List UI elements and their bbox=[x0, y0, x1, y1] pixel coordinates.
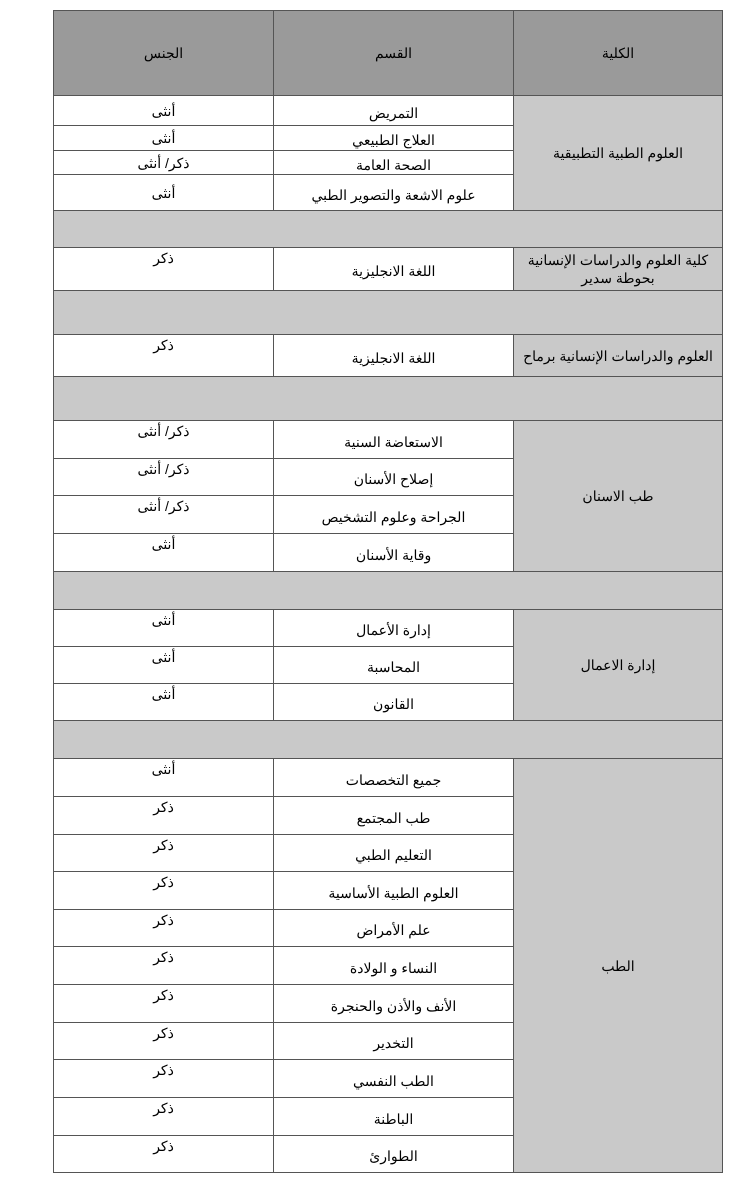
department-cell: التمريض bbox=[273, 95, 514, 126]
department-cell: علوم الاشعة والتصوير الطبي bbox=[273, 174, 514, 211]
separator-band bbox=[53, 210, 723, 248]
gender-cell: ذكر bbox=[53, 946, 274, 985]
gender-cell: أنثى bbox=[53, 646, 274, 684]
department-cell: إدارة الأعمال bbox=[273, 609, 514, 647]
separator-band bbox=[53, 571, 723, 610]
department-cell: علم الأمراض bbox=[273, 909, 514, 947]
department-cell: النساء و الولادة bbox=[273, 946, 514, 985]
gender-cell: ذكر bbox=[53, 247, 274, 291]
gender-cell: ذكر bbox=[53, 1059, 274, 1098]
department-cell: القانون bbox=[273, 683, 514, 721]
college-cell: العلوم الطبية التطبيقية bbox=[513, 95, 723, 211]
department-cell: اللغة الانجليزية bbox=[273, 247, 514, 291]
gender-cell: ذكر bbox=[53, 834, 274, 872]
gender-cell: ذكر bbox=[53, 909, 274, 947]
college-cell: العلوم والدراسات الإنسانية برماح bbox=[513, 334, 723, 377]
gender-cell: أنثى bbox=[53, 609, 274, 647]
separator-band bbox=[53, 720, 723, 759]
department-cell: الصحة العامة bbox=[273, 150, 514, 175]
department-cell: طب المجتمع bbox=[273, 796, 514, 835]
college-cell: طب الاسنان bbox=[513, 420, 723, 572]
separator-band bbox=[53, 290, 723, 335]
separator-band bbox=[53, 376, 723, 421]
college-cell: الطب bbox=[513, 758, 723, 1173]
header-department: القسم bbox=[273, 10, 514, 96]
gender-cell: ذكر bbox=[53, 1097, 274, 1136]
gender-cell: ذكر/ أنثى bbox=[53, 420, 274, 459]
department-cell: المحاسبة bbox=[273, 646, 514, 684]
department-cell: الطوارئ bbox=[273, 1135, 514, 1173]
department-cell: الأنف والأذن والحنجرة bbox=[273, 984, 514, 1023]
header-college: الكلية bbox=[513, 10, 723, 96]
gender-cell: أنثى bbox=[53, 95, 274, 126]
department-cell: جميع التخصصات bbox=[273, 758, 514, 797]
department-cell: اللغة الانجليزية bbox=[273, 334, 514, 377]
department-cell: التخدير bbox=[273, 1022, 514, 1060]
gender-cell: أنثى bbox=[53, 533, 274, 572]
gender-cell: أنثى bbox=[53, 683, 274, 721]
gender-cell: ذكر bbox=[53, 1022, 274, 1060]
gender-cell: ذكر bbox=[53, 871, 274, 910]
gender-cell: ذكر bbox=[53, 334, 274, 377]
gender-cell: ذكر bbox=[53, 796, 274, 835]
college-cell: كلية العلوم والدراسات الإنسانية بحوطة سدير bbox=[513, 247, 723, 291]
department-cell: العلاج الطبيعي bbox=[273, 125, 514, 151]
gender-cell: أنثى bbox=[53, 125, 274, 151]
department-cell: الاستعاضة السنية bbox=[273, 420, 514, 459]
gender-cell: ذكر bbox=[53, 984, 274, 1023]
gender-cell: ذكر/ أنثى bbox=[53, 150, 274, 175]
gender-cell: ذكر/ أنثى bbox=[53, 458, 274, 496]
department-cell: التعليم الطبي bbox=[273, 834, 514, 872]
department-cell: إصلاح الأسنان bbox=[273, 458, 514, 496]
header-gender: الجنس bbox=[53, 10, 274, 96]
gender-cell: أنثى bbox=[53, 758, 274, 797]
department-cell: وقاية الأسنان bbox=[273, 533, 514, 572]
department-cell: الجراحة وعلوم التشخيص bbox=[273, 495, 514, 534]
gender-cell: ذكر/ أنثى bbox=[53, 495, 274, 534]
gender-cell: أنثى bbox=[53, 174, 274, 211]
college-cell: إدارة الاعمال bbox=[513, 609, 723, 721]
department-cell: العلوم الطبية الأساسية bbox=[273, 871, 514, 910]
department-cell: الباطنة bbox=[273, 1097, 514, 1136]
gender-cell: ذكر bbox=[53, 1135, 274, 1173]
department-cell: الطب النفسي bbox=[273, 1059, 514, 1098]
